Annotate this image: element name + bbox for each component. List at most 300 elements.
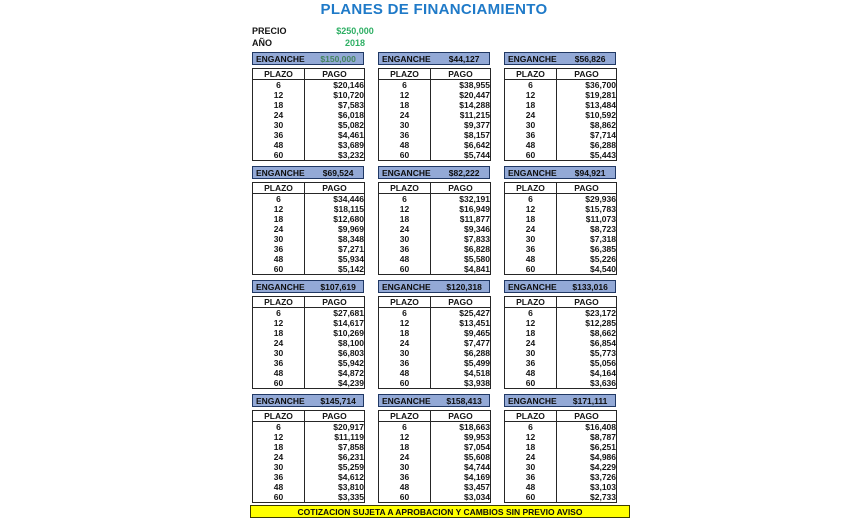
enganche-header — [252, 166, 364, 179]
plan-table-header-row — [505, 183, 617, 194]
pago-cell: $7,318 — [557, 234, 617, 244]
plan-row — [379, 328, 491, 338]
pago-cell: $20,447 — [431, 90, 491, 100]
pago-cell: $9,377 — [431, 120, 491, 130]
plan-row — [253, 140, 365, 150]
plazo-cell: 36 — [525, 358, 536, 368]
plazo-cell: 30 — [273, 234, 284, 244]
plan-row — [379, 100, 491, 110]
plazo-cell: 18 — [525, 442, 536, 452]
pago-cell: $8,787 — [557, 432, 617, 442]
plan-row — [253, 234, 365, 244]
pago-cell: $7,858 — [305, 442, 365, 452]
plazo-cell: 12 — [273, 90, 284, 100]
plan-row — [379, 318, 491, 328]
enganche-label: ENGANCHE — [382, 395, 431, 406]
plan-row — [379, 422, 491, 433]
plazo-cell: 36 — [399, 358, 410, 368]
pago-column-header: PAGO — [557, 297, 617, 308]
plazo-cell: 60 — [273, 492, 284, 502]
plan-row — [379, 254, 491, 264]
pago-cell: $8,348 — [305, 234, 365, 244]
plazo-cell: 48 — [399, 482, 410, 492]
enganche-label: ENGANCHE — [256, 53, 305, 64]
plan-row — [379, 442, 491, 452]
pago-column-header: PAGO — [557, 183, 617, 194]
pago-cell: $7,054 — [431, 442, 491, 452]
plan-row — [253, 224, 365, 234]
plazo-cell: 12 — [525, 432, 536, 442]
plazo-cell: 60 — [399, 378, 410, 388]
plan-card — [252, 394, 364, 503]
page-title: PLANES DE FINANCIAMIENTO — [320, 1, 548, 18]
plazo-column-header: PLAZO — [505, 411, 557, 422]
plazo-cell: 6 — [528, 80, 533, 90]
pago-cell: $8,662 — [557, 328, 617, 338]
plan-row — [505, 452, 617, 462]
price-value: $250,000 — [336, 26, 374, 36]
plazo-column-header: PLAZO — [253, 69, 305, 80]
plazo-cell: 30 — [399, 462, 410, 472]
pago-cell: $16,408 — [557, 422, 617, 433]
plazo-cell: 6 — [276, 422, 281, 432]
pago-cell: $15,783 — [557, 204, 617, 214]
plan-table-header-row — [253, 411, 365, 422]
pago-cell: $11,215 — [431, 110, 491, 120]
plan-card — [504, 280, 616, 389]
plazo-cell: 24 — [525, 452, 536, 462]
plazo-cell: 24 — [399, 224, 410, 234]
plan-row — [379, 244, 491, 254]
plan-table — [378, 410, 491, 503]
pago-cell: $6,288 — [557, 140, 617, 150]
plazo-cell: 18 — [399, 214, 410, 224]
plan-row — [379, 224, 491, 234]
plan-card — [378, 166, 490, 275]
plan-row — [505, 254, 617, 264]
plan-row — [505, 130, 617, 140]
plazo-cell: 48 — [525, 254, 536, 264]
plan-row — [379, 462, 491, 472]
pago-cell: $9,346 — [431, 224, 491, 234]
plan-row — [253, 130, 365, 140]
plan-row — [505, 234, 617, 244]
pago-cell: $7,714 — [557, 130, 617, 140]
pago-cell: $36,700 — [557, 80, 617, 91]
enganche-label: ENGANCHE — [508, 395, 557, 406]
pago-column-header: PAGO — [431, 411, 491, 422]
pago-cell: $5,934 — [305, 254, 365, 264]
pago-cell: $6,288 — [431, 348, 491, 358]
plazo-cell: 30 — [525, 462, 536, 472]
pago-cell: $4,540 — [557, 264, 617, 275]
plan-row — [379, 214, 491, 224]
pago-column-header: PAGO — [305, 411, 365, 422]
enganche-amount: $94,921 — [574, 167, 606, 178]
plan-row — [379, 140, 491, 150]
plazo-cell: 48 — [399, 140, 410, 150]
plan-row — [253, 368, 365, 378]
plan-card — [252, 280, 364, 389]
plan-row — [505, 472, 617, 482]
plazo-cell: 12 — [399, 432, 410, 442]
enganche-label: ENGANCHE — [508, 167, 557, 178]
plan-row — [253, 308, 365, 319]
plazo-cell: 30 — [525, 120, 536, 130]
plazo-cell: 6 — [276, 194, 281, 204]
plazo-cell: 12 — [273, 432, 284, 442]
plan-row — [505, 368, 617, 378]
enganche-amount: $171,111 — [572, 395, 608, 406]
enganche-amount: $145,714 — [320, 395, 356, 406]
enganche-label: ENGANCHE — [382, 53, 431, 64]
plazo-cell: 30 — [525, 234, 536, 244]
plazo-cell: 36 — [525, 130, 536, 140]
pago-cell: $4,164 — [557, 368, 617, 378]
pago-cell: $6,828 — [431, 244, 491, 254]
plan-row — [379, 338, 491, 348]
plan-row — [253, 244, 365, 254]
pago-cell: $4,461 — [305, 130, 365, 140]
pago-cell: $23,172 — [557, 308, 617, 319]
plan-row — [253, 432, 365, 442]
pago-cell: $3,335 — [305, 492, 365, 503]
year-row — [252, 37, 396, 49]
plazo-cell: 48 — [525, 482, 536, 492]
plazo-cell: 60 — [525, 492, 536, 502]
plan-table — [504, 182, 617, 275]
plazo-cell: 60 — [525, 150, 536, 160]
pago-cell: $27,681 — [305, 308, 365, 319]
plan-row — [505, 110, 617, 120]
pago-cell: $3,810 — [305, 482, 365, 492]
plazo-column-header: PLAZO — [505, 69, 557, 80]
enganche-header — [504, 52, 616, 65]
plazo-column-header: PLAZO — [379, 411, 431, 422]
plan-row — [379, 234, 491, 244]
pago-cell: $3,232 — [305, 150, 365, 161]
pago-cell: $5,226 — [557, 254, 617, 264]
plan-row — [253, 110, 365, 120]
plazo-cell: 6 — [402, 422, 407, 432]
plan-row — [379, 492, 491, 503]
pago-cell: $6,803 — [305, 348, 365, 358]
enganche-label: ENGANCHE — [508, 53, 557, 64]
plazo-cell: 24 — [273, 338, 284, 348]
plan-row — [379, 358, 491, 368]
enganche-label: ENGANCHE — [382, 167, 431, 178]
pago-cell: $4,169 — [431, 472, 491, 482]
enganche-header — [252, 52, 364, 65]
plazo-column-header: PLAZO — [253, 183, 305, 194]
enganche-amount: $69,524 — [322, 167, 354, 178]
enganche-header — [252, 394, 364, 407]
plan-table — [378, 182, 491, 275]
pago-cell: $18,115 — [305, 204, 365, 214]
plan-row — [505, 348, 617, 358]
pago-cell: $4,872 — [305, 368, 365, 378]
enganche-label: ENGANCHE — [508, 281, 557, 292]
plazo-cell: 12 — [399, 90, 410, 100]
plan-row — [253, 472, 365, 482]
plan-table — [252, 68, 365, 161]
plazo-cell: 48 — [273, 140, 284, 150]
plan-table-header-row — [379, 69, 491, 80]
pago-cell: $5,082 — [305, 120, 365, 130]
plan-row — [253, 150, 365, 161]
plan-row — [505, 204, 617, 214]
enganche-header — [504, 166, 616, 179]
plan-row — [505, 264, 617, 275]
plan-row — [253, 318, 365, 328]
pago-cell: $32,191 — [431, 194, 491, 205]
plazo-cell: 24 — [399, 338, 410, 348]
pago-cell: $25,427 — [431, 308, 491, 319]
plan-row — [253, 100, 365, 110]
plan-row — [253, 338, 365, 348]
pago-cell: $9,953 — [431, 432, 491, 442]
plazo-cell: 48 — [525, 140, 536, 150]
plazo-cell: 24 — [525, 224, 536, 234]
plazo-cell: 24 — [273, 452, 284, 462]
plan-table — [504, 296, 617, 389]
plazo-cell: 6 — [528, 308, 533, 318]
plan-row — [253, 492, 365, 503]
plazo-cell: 48 — [399, 254, 410, 264]
plazo-column-header: PLAZO — [379, 69, 431, 80]
plan-row — [505, 224, 617, 234]
plazo-cell: 6 — [528, 194, 533, 204]
plan-card — [504, 52, 616, 161]
plan-card — [252, 166, 364, 275]
plazo-cell: 24 — [525, 338, 536, 348]
plazo-cell: 60 — [525, 378, 536, 388]
footer-banner — [250, 505, 630, 518]
enganche-amount: $56,826 — [574, 53, 606, 64]
pago-cell: $4,229 — [557, 462, 617, 472]
pago-cell: $9,465 — [431, 328, 491, 338]
plazo-cell: 12 — [273, 204, 284, 214]
plazo-cell: 6 — [402, 80, 407, 90]
plan-row — [253, 254, 365, 264]
plazo-cell: 6 — [402, 194, 407, 204]
pago-cell: $3,689 — [305, 140, 365, 150]
plazo-cell: 48 — [273, 254, 284, 264]
plan-row — [253, 348, 365, 358]
pago-column-header: PAGO — [305, 297, 365, 308]
enganche-header — [378, 394, 490, 407]
pago-cell: $12,285 — [557, 318, 617, 328]
plan-table-header-row — [505, 411, 617, 422]
enganche-header — [378, 52, 490, 65]
plan-card — [252, 52, 364, 161]
plan-row — [253, 328, 365, 338]
plan-row — [505, 90, 617, 100]
plazo-cell: 30 — [525, 348, 536, 358]
enganche-amount: $133,016 — [572, 281, 608, 292]
plazo-cell: 60 — [273, 264, 284, 274]
plan-row — [253, 422, 365, 433]
pago-cell: $3,034 — [431, 492, 491, 503]
plan-table-header-row — [253, 183, 365, 194]
plan-table-header-row — [253, 297, 365, 308]
plan-table — [504, 410, 617, 503]
plan-table-header-row — [505, 69, 617, 80]
pago-cell: $5,942 — [305, 358, 365, 368]
pago-cell: $4,612 — [305, 472, 365, 482]
plazo-column-header: PLAZO — [253, 297, 305, 308]
pago-cell: $13,451 — [431, 318, 491, 328]
pago-cell: $3,938 — [431, 378, 491, 389]
year-value: 2018 — [344, 38, 366, 48]
plan-row — [505, 422, 617, 433]
pago-cell: $5,056 — [557, 358, 617, 368]
pago-cell: $34,446 — [305, 194, 365, 205]
pago-cell: $7,833 — [431, 234, 491, 244]
plan-table-header-row — [379, 411, 491, 422]
plazo-cell: 30 — [273, 348, 284, 358]
pago-cell: $6,385 — [557, 244, 617, 254]
enganche-amount: $82,222 — [448, 167, 480, 178]
plazo-cell: 60 — [273, 150, 284, 160]
plan-row — [505, 194, 617, 205]
plans-grid — [252, 52, 616, 503]
plan-row — [379, 90, 491, 100]
pago-cell: $3,457 — [431, 482, 491, 492]
plan-row — [505, 214, 617, 224]
plazo-cell: 24 — [273, 110, 284, 120]
plazo-cell: 36 — [525, 244, 536, 254]
pago-cell: $8,100 — [305, 338, 365, 348]
plan-card — [378, 52, 490, 161]
plan-card — [378, 394, 490, 503]
pago-cell: $4,239 — [305, 378, 365, 389]
plan-row — [379, 378, 491, 389]
plan-card — [504, 166, 616, 275]
plazo-cell: 12 — [525, 318, 536, 328]
pago-cell: $19,281 — [557, 90, 617, 100]
pago-cell: $3,636 — [557, 378, 617, 389]
plan-table — [252, 296, 365, 389]
footer-banner-text: COTIZACION SUJETA A APROBACION Y CAMBIOS SIN PREVIO AVISO — [297, 506, 583, 517]
plazo-cell: 60 — [399, 264, 410, 274]
plazo-cell: 60 — [525, 264, 536, 274]
pago-cell: $10,269 — [305, 328, 365, 338]
plan-row — [253, 462, 365, 472]
plan-row — [253, 214, 365, 224]
plazo-cell: 30 — [399, 348, 410, 358]
price-label: PRECIO — [252, 26, 287, 36]
plazo-cell: 18 — [399, 100, 410, 110]
enganche-header — [252, 280, 364, 293]
pago-cell: $10,720 — [305, 90, 365, 100]
plazo-cell: 30 — [273, 120, 284, 130]
pago-cell: $5,259 — [305, 462, 365, 472]
plazo-cell: 24 — [399, 110, 410, 120]
plan-row — [253, 264, 365, 275]
plan-row — [505, 308, 617, 319]
plazo-cell: 18 — [399, 442, 410, 452]
plan-row — [379, 348, 491, 358]
enganche-amount: $150,000 — [320, 53, 356, 64]
year-label: AÑO — [252, 38, 272, 48]
enganche-label: ENGANCHE — [256, 167, 305, 178]
pago-cell: $9,969 — [305, 224, 365, 234]
plan-row — [379, 264, 491, 275]
pago-cell: $5,608 — [431, 452, 491, 462]
plazo-cell: 60 — [273, 378, 284, 388]
plan-row — [505, 462, 617, 472]
enganche-header — [378, 166, 490, 179]
plan-row — [379, 204, 491, 214]
plazo-cell: 6 — [276, 308, 281, 318]
enganche-header — [378, 280, 490, 293]
pago-cell: $4,744 — [431, 462, 491, 472]
plazo-cell: 36 — [273, 244, 284, 254]
plan-table-header-row — [379, 183, 491, 194]
price-info-block — [252, 25, 396, 49]
plazo-cell: 6 — [276, 80, 281, 90]
plazo-cell: 18 — [273, 214, 284, 224]
plazo-cell: 24 — [273, 224, 284, 234]
plan-table — [378, 68, 491, 161]
price-row — [252, 25, 396, 37]
plan-row — [505, 80, 617, 91]
enganche-label: ENGANCHE — [256, 281, 305, 292]
pago-cell: $5,580 — [431, 254, 491, 264]
plan-row — [253, 80, 365, 91]
enganche-amount: $44,127 — [448, 53, 480, 64]
pago-cell: $20,146 — [305, 80, 365, 91]
plan-row — [379, 120, 491, 130]
pago-cell: $29,936 — [557, 194, 617, 205]
plan-row — [379, 150, 491, 161]
plan-row — [505, 432, 617, 442]
pago-cell: $20,917 — [305, 422, 365, 433]
enganche-label: ENGANCHE — [382, 281, 431, 292]
pago-column-header: PAGO — [305, 183, 365, 194]
plan-row — [505, 378, 617, 389]
plazo-cell: 24 — [399, 452, 410, 462]
pago-cell: $10,592 — [557, 110, 617, 120]
pago-cell: $8,723 — [557, 224, 617, 234]
plan-row — [505, 140, 617, 150]
pago-cell: $3,726 — [557, 472, 617, 482]
plan-row — [253, 452, 365, 462]
pago-cell: $5,499 — [431, 358, 491, 368]
pago-cell: $2,733 — [557, 492, 617, 503]
enganche-amount: $120,318 — [446, 281, 482, 292]
plazo-column-header: PLAZO — [253, 411, 305, 422]
enganche-label: ENGANCHE — [256, 395, 305, 406]
plazo-cell: 36 — [273, 358, 284, 368]
pago-cell: $14,617 — [305, 318, 365, 328]
plazo-column-header: PLAZO — [379, 183, 431, 194]
plan-row — [253, 194, 365, 205]
enganche-header — [504, 280, 616, 293]
plan-row — [379, 194, 491, 205]
pago-cell: $6,018 — [305, 110, 365, 120]
plan-row — [253, 482, 365, 492]
plan-row — [505, 338, 617, 348]
pago-cell: $11,073 — [557, 214, 617, 224]
plan-table-header-row — [253, 69, 365, 80]
plazo-cell: 48 — [273, 482, 284, 492]
plazo-cell: 18 — [273, 328, 284, 338]
pago-cell: $5,142 — [305, 264, 365, 275]
pago-cell: $12,680 — [305, 214, 365, 224]
enganche-header — [504, 394, 616, 407]
